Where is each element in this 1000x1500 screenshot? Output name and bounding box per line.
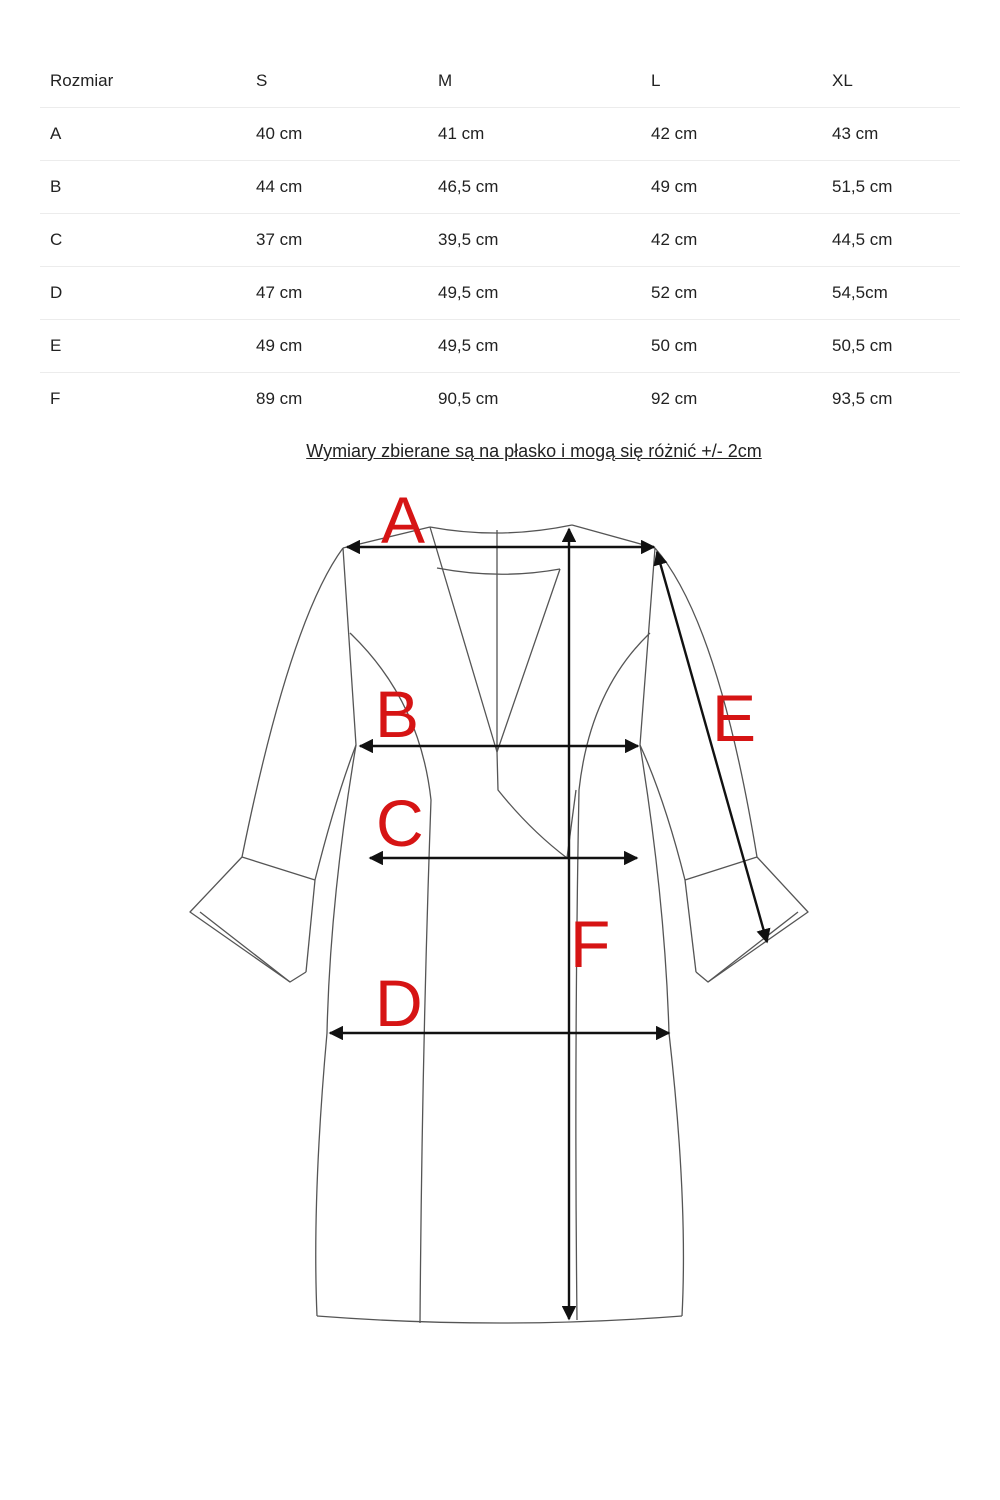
label-f: F [570,907,611,981]
label-c: C [376,786,424,860]
measurement-labels [375,483,756,1040]
row-label: B [40,161,246,214]
header-m: M [428,55,641,108]
header-s: S [246,55,428,108]
cell-value: 49 cm [246,320,428,373]
row-label: F [50,389,61,408]
cell-value: 50,5 cm [822,320,960,373]
table-row [40,267,960,320]
cell-value: 42 cm [641,214,822,267]
cell-value: 90,5 cm [438,389,499,408]
label-b: B [375,677,420,751]
table-header-row [40,55,960,108]
table-row [40,161,960,214]
cell-value: 46,5 cm [428,161,641,214]
row-label: D [40,267,246,320]
cell-value: 42 cm [641,108,822,161]
cell-value: 41 cm [428,108,641,161]
cell-value: 44,5 cm [822,214,960,267]
row-label: C [40,214,246,267]
cell-value: 40 cm [246,108,428,161]
cell-value: 51,5 cm [822,161,960,214]
row-label: E [40,320,246,373]
cell-value: 92 cm [651,389,698,408]
header-l: L [641,55,822,108]
label-d: D [375,966,423,1040]
header-xl: XL [822,55,960,108]
cell-value: 54,5cm [822,267,960,320]
cell-value: 49,5 cm [428,267,641,320]
measurement-note: Wymiary zbierane są na płasko i mogą się różnić +/- 2cm [306,441,762,461]
cell-value: 93,5 cm [832,389,893,408]
cell-value: 44 cm [246,161,428,214]
cell-value: 49 cm [641,161,822,214]
cell-value: 52 cm [641,267,822,320]
measurement-arrows [330,529,767,1319]
row-label: A [40,108,246,161]
table-row [40,108,960,161]
table-row [40,214,960,267]
table-row [40,373,960,426]
size-table [40,55,960,425]
label-a: A [381,483,426,557]
cell-value: 39,5 cm [428,214,641,267]
label-e: E [712,681,757,755]
cell-value: 43 cm [822,108,960,161]
dress-outline [190,525,808,1323]
cell-value: 89 cm [256,389,303,408]
cell-value: 49,5 cm [428,320,641,373]
cell-value: 50 cm [641,320,822,373]
table-row [40,320,960,373]
cell-value: 37 cm [246,214,428,267]
cell-value: 47 cm [246,267,428,320]
header-size: Rozmiar [40,55,246,108]
dress-measurement-diagram [0,480,1000,1360]
